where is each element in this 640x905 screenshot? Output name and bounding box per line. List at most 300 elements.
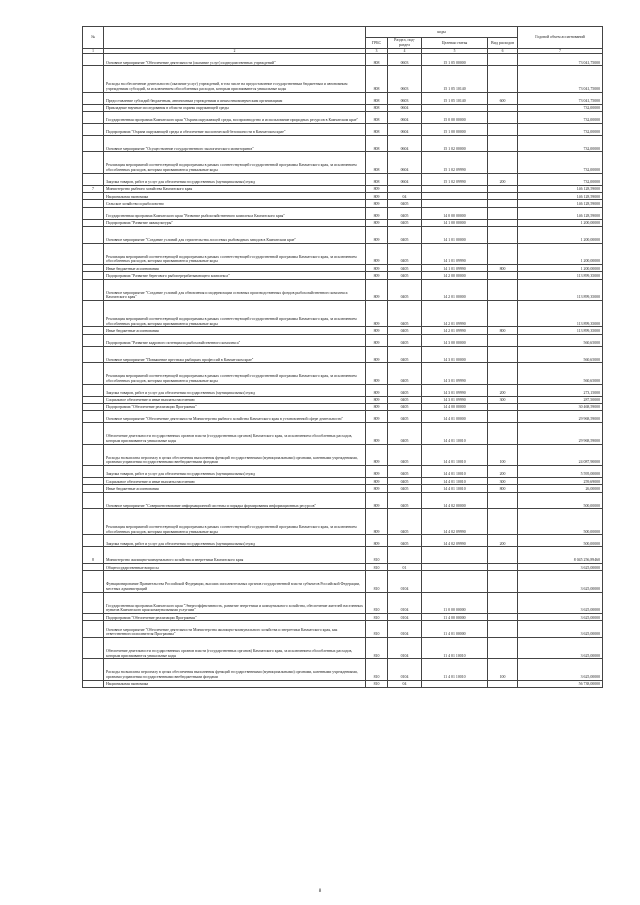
row-name: Подпрограмма "Развитие аквакультуры" bbox=[104, 219, 366, 226]
row-target-item-code: 14 1 00 00000 bbox=[422, 219, 488, 226]
row-target-item-code bbox=[422, 571, 488, 592]
row-target-item-code: 14 2 00 00000 bbox=[422, 272, 488, 279]
column-index: 5 bbox=[422, 49, 488, 54]
row-name: Национальная экономика bbox=[104, 193, 366, 200]
row-annual-sum: 560,65000 bbox=[518, 334, 603, 346]
row-number bbox=[83, 444, 104, 465]
row-annual-sum: 3 625,00000 bbox=[518, 571, 603, 592]
row-target-item-code: 14 1 01 09990 bbox=[422, 243, 488, 264]
table-row bbox=[83, 301, 603, 327]
row-expense-type-code bbox=[488, 423, 518, 444]
row-section-code: 0405 bbox=[388, 272, 422, 279]
row-number bbox=[83, 403, 104, 410]
row-grbs-code: 810 bbox=[366, 592, 388, 613]
row-number bbox=[83, 152, 104, 173]
table-row bbox=[83, 111, 603, 123]
row-section-code: 0405 bbox=[388, 207, 422, 219]
row-grbs-code: 809 bbox=[366, 509, 388, 535]
row-section-code: 0405 bbox=[388, 403, 422, 410]
row-expense-type-code bbox=[488, 66, 518, 92]
row-annual-sum: 560,65000 bbox=[518, 363, 603, 384]
row-grbs-code: 809 bbox=[366, 465, 388, 477]
row-section-code: 0604 bbox=[388, 104, 422, 111]
row-section-code: 0604 bbox=[388, 152, 422, 173]
row-number bbox=[83, 509, 104, 535]
row-section-code: 0104 bbox=[388, 621, 422, 638]
row-expense-type-code bbox=[488, 638, 518, 659]
row-expense-type-code bbox=[488, 547, 518, 564]
row-number bbox=[83, 92, 104, 104]
row-expense-type-code: 800 bbox=[488, 327, 518, 334]
row-expense-type-code bbox=[488, 219, 518, 226]
table-row bbox=[83, 638, 603, 659]
row-expense-type-code: 100 bbox=[488, 444, 518, 465]
row-expense-type-code: 300 bbox=[488, 396, 518, 403]
row-name: Подпрограмма "Обеспечение реализации Программы" bbox=[104, 614, 366, 621]
row-target-item-code: 14 4 02 00000 bbox=[422, 492, 488, 509]
row-target-item-code: 14 3 01 09990 bbox=[422, 384, 488, 396]
row-expense-type-code bbox=[488, 621, 518, 638]
table-row bbox=[83, 411, 603, 423]
row-grbs-code: 809 bbox=[366, 403, 388, 410]
row-name: Социальное обеспечение и иные выплаты населению bbox=[104, 477, 366, 484]
row-expense-type-code bbox=[488, 301, 518, 327]
row-section-code: 0604 bbox=[388, 123, 422, 135]
column-index: 1 bbox=[83, 49, 104, 54]
row-annual-sum: 146 128,59000 bbox=[518, 207, 603, 219]
table-row bbox=[83, 207, 603, 219]
row-expense-type-code bbox=[488, 411, 518, 423]
row-grbs-code: 808 bbox=[366, 111, 388, 123]
row-target-item-code: 14 4 02 09990 bbox=[422, 535, 488, 547]
row-target-item-code: 14 4 02 09990 bbox=[422, 509, 488, 535]
row-section-code: 0405 bbox=[388, 423, 422, 444]
table-row bbox=[83, 123, 603, 135]
table-row bbox=[83, 135, 603, 152]
row-name: Закупка товаров, работ и услуг для обеспечения государственных (муниципальных) нужд bbox=[104, 465, 366, 477]
row-expense-type-code bbox=[488, 104, 518, 111]
table-row bbox=[83, 535, 603, 547]
row-grbs-code: 809 bbox=[366, 535, 388, 547]
header-codes-group: коды bbox=[366, 27, 518, 38]
row-number bbox=[83, 66, 104, 92]
row-annual-sum: 29 968,59000 bbox=[518, 423, 603, 444]
row-section-code: 0405 bbox=[388, 411, 422, 423]
row-expense-type-code bbox=[488, 334, 518, 346]
row-section-code bbox=[388, 547, 422, 564]
header-target-item: Целевая статья bbox=[422, 38, 488, 49]
row-section-code: 0405 bbox=[388, 396, 422, 403]
table-row bbox=[83, 327, 603, 334]
row-grbs-code: 809 bbox=[366, 423, 388, 444]
row-grbs-code: 810 bbox=[366, 564, 388, 571]
row-grbs-code: 808 bbox=[366, 152, 388, 173]
row-annual-sum: 30 468,59000 bbox=[518, 403, 603, 410]
row-section-code: 0405 bbox=[388, 219, 422, 226]
row-annual-sum: 500,00000 bbox=[518, 509, 603, 535]
row-name: Обеспечение деятельности государственных органов власти (государственных органов) Камчатского края, за исключением обособленных расходов, которым присваиваются уникальные коды bbox=[104, 423, 366, 444]
row-grbs-code: 808 bbox=[366, 54, 388, 66]
row-target-item-code: 15 1 05 10140 bbox=[422, 92, 488, 104]
row-section-code: 0604 bbox=[388, 173, 422, 185]
row-section-code: 04 bbox=[388, 680, 422, 687]
header-name bbox=[104, 27, 366, 49]
row-expense-type-code bbox=[488, 272, 518, 279]
row-annual-sum: 732,00000 bbox=[518, 111, 603, 123]
row-expense-type-code bbox=[488, 54, 518, 66]
row-grbs-code: 809 bbox=[366, 485, 388, 492]
row-target-item-code: 14 4 01 10010 bbox=[422, 477, 488, 484]
table-row bbox=[83, 152, 603, 173]
header-grbs: ГРБС bbox=[366, 38, 388, 49]
row-name: Министерство рыбного хозяйства Камчатского края bbox=[104, 185, 366, 192]
row-section-code: 0405 bbox=[388, 334, 422, 346]
table-row bbox=[83, 54, 603, 66]
row-name: Государственная программа Камчатского края "Охрана окружающей среды, воспроизводство и использование природных ресурсов в Камчатском крае" bbox=[104, 111, 366, 123]
row-expense-type-code bbox=[488, 592, 518, 613]
row-number bbox=[83, 301, 104, 327]
header-expense-type: Вид расходов bbox=[488, 38, 518, 49]
row-grbs-code: 809 bbox=[366, 384, 388, 396]
row-target-item-code: 15 1 05 00000 bbox=[422, 54, 488, 66]
row-target-item-code: 11 4 01 00000 bbox=[422, 621, 488, 638]
row-target-item-code bbox=[422, 564, 488, 571]
budget-table bbox=[82, 26, 603, 688]
header-section: Раздел, под-раздел bbox=[388, 38, 422, 49]
row-grbs-code: 809 bbox=[366, 411, 388, 423]
row-name: Реализация мероприятий соответствующей подпрограммы в рамках соответствующей государственной программы Камчатского края, за исключением обособленных расходов, которым присваиваются уникальные коды bbox=[104, 152, 366, 173]
row-section-code: 0405 bbox=[388, 243, 422, 264]
row-number: 8 bbox=[83, 547, 104, 564]
row-section-code: 0405 bbox=[388, 279, 422, 300]
row-section-code: 0405 bbox=[388, 327, 422, 334]
row-annual-sum: 3 625,00000 bbox=[518, 564, 603, 571]
row-expense-type-code: 100 bbox=[488, 659, 518, 680]
row-name: Иные бюджетные ассигнования bbox=[104, 265, 366, 272]
row-expense-type-code bbox=[488, 185, 518, 192]
row-annual-sum: 73 041,75000 bbox=[518, 54, 603, 66]
row-number bbox=[83, 135, 104, 152]
row-annual-sum: 732,00000 bbox=[518, 104, 603, 111]
row-number bbox=[83, 638, 104, 659]
table-row bbox=[83, 680, 603, 687]
row-expense-type-code bbox=[488, 403, 518, 410]
row-target-item-code: 15 1 02 09990 bbox=[422, 152, 488, 173]
row-expense-type-code bbox=[488, 152, 518, 173]
row-number bbox=[83, 571, 104, 592]
row-section-code: 04 bbox=[388, 193, 422, 200]
row-target-item-code bbox=[422, 193, 488, 200]
row-expense-type-code: 200 bbox=[488, 173, 518, 185]
row-target-item-code: 14 3 01 09990 bbox=[422, 396, 488, 403]
row-expense-type-code bbox=[488, 509, 518, 535]
row-expense-type-code bbox=[488, 571, 518, 592]
row-number bbox=[83, 614, 104, 621]
row-target-item-code: 15 1 02 09990 bbox=[422, 173, 488, 185]
row-grbs-code: 809 bbox=[366, 272, 388, 279]
table-row bbox=[83, 219, 603, 226]
row-number bbox=[83, 492, 104, 509]
row-number bbox=[83, 346, 104, 363]
row-annual-sum: 560,65000 bbox=[518, 346, 603, 363]
row-annual-sum: 287,50000 bbox=[518, 396, 603, 403]
row-annual-sum: 146 128,59000 bbox=[518, 200, 603, 207]
row-grbs-code: 809 bbox=[366, 193, 388, 200]
table-row bbox=[83, 465, 603, 477]
row-expense-type-code bbox=[488, 123, 518, 135]
column-index: 6 bbox=[488, 49, 518, 54]
row-number bbox=[83, 265, 104, 272]
row-grbs-code: 809 bbox=[366, 334, 388, 346]
row-grbs-code: 809 bbox=[366, 477, 388, 484]
row-name: Предоставление субсидий бюджетным, автономным учреждениям и иным некоммерческим организациям bbox=[104, 92, 366, 104]
row-annual-sum: 8 045 256,89460 bbox=[518, 547, 603, 564]
row-target-item-code: 14 2 01 09990 bbox=[422, 327, 488, 334]
row-name: Расходы на обеспечение деятельности (оказание услуг) учреждений, в том числе на предоставление государственным бюджетным и автономным учреждениям субсидий, за исключением обособленных расходов, которым присваиваются уникальные коды bbox=[104, 66, 366, 92]
row-number bbox=[83, 54, 104, 66]
row-name: Основное мероприятие "Совершенствование информационной системы и порядка формирования информационных ресурсов" bbox=[104, 492, 366, 509]
row-name: Основное мероприятие "Обеспечение деятельности Министерства рыбного хозяйства Камчатского края в установленной сфере деятельности" bbox=[104, 411, 366, 423]
row-grbs-code: 809 bbox=[366, 243, 388, 264]
row-expense-type-code bbox=[488, 135, 518, 152]
row-name: Национальная экономика bbox=[104, 680, 366, 687]
row-annual-sum: 146 128,59000 bbox=[518, 185, 603, 192]
row-section-code: 0405 bbox=[388, 227, 422, 244]
row-annual-sum: 26,00000 bbox=[518, 485, 603, 492]
row-name: Основное мероприятие "Обеспечение деятельности Министерства жилищно-коммунального хозяйства и энергетики Камчатского края, как ответственного исполнителя Программы" bbox=[104, 621, 366, 638]
row-grbs-code: 810 bbox=[366, 571, 388, 592]
row-grbs-code: 809 bbox=[366, 444, 388, 465]
row-grbs-code: 809 bbox=[366, 207, 388, 219]
row-section-code: 0603 bbox=[388, 54, 422, 66]
row-annual-sum: 24 087,90000 bbox=[518, 444, 603, 465]
row-expense-type-code bbox=[488, 227, 518, 244]
row-name: Закупка товаров, работ и услуг для обеспечения государственных (муниципальных) нужд bbox=[104, 535, 366, 547]
row-name: Обеспечение деятельности государственных органов власти (государственных органов) Камчатского края, за исключением обособленных расходов, которым присваиваются уникальные коды bbox=[104, 638, 366, 659]
row-name: Подпрограмма "Охрана окружающей среды и обеспечение экологической безопасности в Камчатском крае" bbox=[104, 123, 366, 135]
row-target-item-code: 14 4 01 10010 bbox=[422, 423, 488, 444]
table-row bbox=[83, 477, 603, 484]
row-target-item-code: 14 3 00 00000 bbox=[422, 334, 488, 346]
row-grbs-code: 808 bbox=[366, 123, 388, 135]
column-index: 2 bbox=[104, 49, 366, 54]
table-row bbox=[83, 104, 603, 111]
row-annual-sum: 1 200,00000 bbox=[518, 243, 603, 264]
row-number bbox=[83, 123, 104, 135]
table-row bbox=[83, 66, 603, 92]
row-target-item-code: 14 2 01 09990 bbox=[422, 301, 488, 327]
row-name: Министерство жилищно-коммунального хозяйства и энергетики Камчатского края bbox=[104, 547, 366, 564]
row-annual-sum: 73 041,75000 bbox=[518, 66, 603, 92]
row-name: Основное мероприятие "Создание условий для обновления и модернизации основных производственных фондов рыбохозяйственного комплекса Камчатского края" bbox=[104, 279, 366, 300]
row-name: Основное мероприятие "Создание условий для строительства лососевых рыбоводных заводов в Камчатском крае" bbox=[104, 227, 366, 244]
row-annual-sum: 113 899,35000 bbox=[518, 279, 603, 300]
row-annual-sum: 732,00000 bbox=[518, 152, 603, 173]
row-name: Государственная программа Камчатского края "Развитие рыбохозяйственного комплекса Камчатского края" bbox=[104, 207, 366, 219]
row-grbs-code: 809 bbox=[366, 492, 388, 509]
row-expense-type-code bbox=[488, 207, 518, 219]
row-grbs-code: 810 bbox=[366, 680, 388, 687]
row-expense-type-code bbox=[488, 492, 518, 509]
row-number bbox=[83, 411, 104, 423]
row-target-item-code bbox=[422, 104, 488, 111]
row-section-code: 0405 bbox=[388, 535, 422, 547]
table-row bbox=[83, 396, 603, 403]
row-name: Реализация мероприятий соответствующей подпрограммы в рамках соответствующей государственной программы Камчатского края, за исключением обособленных расходов, которым присваиваются уникальные коды bbox=[104, 301, 366, 327]
column-index: 4 bbox=[388, 49, 422, 54]
row-annual-sum: 1 200,00000 bbox=[518, 219, 603, 226]
row-section-code: 0405 bbox=[388, 509, 422, 535]
row-target-item-code: 11 0 00 00000 bbox=[422, 592, 488, 613]
table-row bbox=[83, 614, 603, 621]
row-number bbox=[83, 680, 104, 687]
table-header bbox=[83, 27, 603, 54]
table-row bbox=[83, 547, 603, 564]
table-row bbox=[83, 444, 603, 465]
row-name: Подпрограмма "Развитие кадрового потенциала рыбохозяйственного комплекса" bbox=[104, 334, 366, 346]
row-section-code bbox=[388, 185, 422, 192]
row-expense-type-code bbox=[488, 243, 518, 264]
row-target-item-code: 14 4 01 10010 bbox=[422, 485, 488, 492]
row-section-code: 01 bbox=[388, 564, 422, 571]
row-grbs-code: 810 bbox=[366, 638, 388, 659]
row-expense-type-code: 200 bbox=[488, 535, 518, 547]
row-number bbox=[83, 384, 104, 396]
row-name: Прикладные научные исследования в области охраны окружающей среды bbox=[104, 104, 366, 111]
row-annual-sum: 732,00000 bbox=[518, 123, 603, 135]
row-name: Расходы на выплаты персоналу в целях обеспечения выполнения функций государственными (муниципальными) органами, казенными учреждениями, органами управления государственными внебюджетными фондами bbox=[104, 444, 366, 465]
page-number: 8 bbox=[318, 889, 322, 894]
row-grbs-code: 809 bbox=[366, 200, 388, 207]
row-annual-sum: 3 625,00000 bbox=[518, 621, 603, 638]
row-number bbox=[83, 173, 104, 185]
table-row bbox=[83, 571, 603, 592]
row-number bbox=[83, 279, 104, 300]
row-section-code: 0405 bbox=[388, 384, 422, 396]
row-number bbox=[83, 111, 104, 123]
row-section-code: 0104 bbox=[388, 571, 422, 592]
row-expense-type-code bbox=[488, 614, 518, 621]
row-annual-sum: 113 899,35000 bbox=[518, 301, 603, 327]
row-section-code: 0405 bbox=[388, 346, 422, 363]
row-section-code: 0104 bbox=[388, 659, 422, 680]
row-expense-type-code bbox=[488, 363, 518, 384]
row-annual-sum: 1 200,00000 bbox=[518, 227, 603, 244]
row-target-item-code: 14 2 01 00000 bbox=[422, 279, 488, 300]
row-grbs-code: 809 bbox=[366, 363, 388, 384]
row-target-item-code bbox=[422, 185, 488, 192]
row-annual-sum: 5 595,00000 bbox=[518, 465, 603, 477]
table-row bbox=[83, 592, 603, 613]
row-name: Основное мероприятие "Обеспечение деятельности (оказание услуг) подведомственных учреждений" bbox=[104, 54, 366, 66]
row-number bbox=[83, 363, 104, 384]
header-annual-sum: Годовой объем ассигнований bbox=[518, 27, 603, 49]
row-section-code: 0603 bbox=[388, 66, 422, 92]
row-target-item-code bbox=[422, 547, 488, 564]
row-annual-sum: 1 200,00000 bbox=[518, 265, 603, 272]
row-expense-type-code: 800 bbox=[488, 485, 518, 492]
row-target-item-code: 14 1 01 00000 bbox=[422, 227, 488, 244]
row-section-code: 0405 bbox=[388, 265, 422, 272]
row-target-item-code bbox=[422, 680, 488, 687]
table-row bbox=[83, 509, 603, 535]
table-body bbox=[83, 54, 603, 688]
row-grbs-code: 810 bbox=[366, 614, 388, 621]
row-grbs-code: 808 bbox=[366, 92, 388, 104]
row-section-code: 0104 bbox=[388, 638, 422, 659]
row-name: Закупка товаров, работ и услуг для обеспечения государственных (муниципальных) нужд bbox=[104, 173, 366, 185]
row-target-item-code: 11 4 01 10010 bbox=[422, 638, 488, 659]
row-number bbox=[83, 621, 104, 638]
row-target-item-code: 14 3 01 09990 bbox=[422, 363, 488, 384]
table-row bbox=[83, 363, 603, 384]
row-grbs-code: 809 bbox=[366, 396, 388, 403]
row-target-item-code: 15 1 02 00000 bbox=[422, 135, 488, 152]
row-annual-sum: 259,69000 bbox=[518, 477, 603, 484]
row-number bbox=[83, 193, 104, 200]
row-section-code: 0405 bbox=[388, 444, 422, 465]
table-row bbox=[83, 384, 603, 396]
row-annual-sum: 732,00000 bbox=[518, 135, 603, 152]
row-section-code: 0603 bbox=[388, 92, 422, 104]
row-expense-type-code bbox=[488, 680, 518, 687]
row-target-item-code: 14 4 01 10010 bbox=[422, 465, 488, 477]
header-number: № bbox=[83, 27, 104, 49]
row-name: Социальное обеспечение и иные выплаты населению bbox=[104, 396, 366, 403]
row-grbs-code: 810 bbox=[366, 547, 388, 564]
row-target-item-code: 14 4 00 00000 bbox=[422, 403, 488, 410]
row-annual-sum: 29 968,59000 bbox=[518, 411, 603, 423]
row-name: Основное мероприятие "Осуществление государственного экологического мониторинга" bbox=[104, 135, 366, 152]
row-number bbox=[83, 465, 104, 477]
table-row bbox=[83, 621, 603, 638]
budget-document-page bbox=[82, 26, 602, 688]
table-row bbox=[83, 403, 603, 410]
row-target-item-code: 14 1 01 09990 bbox=[422, 265, 488, 272]
row-name: Иные бюджетные ассигнования bbox=[104, 327, 366, 334]
row-grbs-code: 809 bbox=[366, 279, 388, 300]
row-annual-sum: 500,00000 bbox=[518, 535, 603, 547]
row-grbs-code: 808 bbox=[366, 135, 388, 152]
row-number bbox=[83, 104, 104, 111]
row-grbs-code: 809 bbox=[366, 219, 388, 226]
row-name: Подпрограмма "Развитие берегового рыбоперерабатывающего комплекса" bbox=[104, 272, 366, 279]
row-expense-type-code bbox=[488, 111, 518, 123]
row-number bbox=[83, 243, 104, 264]
row-number bbox=[83, 535, 104, 547]
row-annual-sum: 732,00000 bbox=[518, 173, 603, 185]
row-grbs-code: 809 bbox=[366, 227, 388, 244]
table-row bbox=[83, 346, 603, 363]
row-name: Основное мероприятие "Повышение престижа рыбацких профессий в Камчатском крае" bbox=[104, 346, 366, 363]
row-annual-sum: 3 625,00000 bbox=[518, 592, 603, 613]
row-grbs-code: 808 bbox=[366, 104, 388, 111]
row-number bbox=[83, 334, 104, 346]
row-number bbox=[83, 592, 104, 613]
row-grbs-code: 808 bbox=[366, 66, 388, 92]
table-row bbox=[83, 485, 603, 492]
row-section-code: 0405 bbox=[388, 485, 422, 492]
row-number bbox=[83, 564, 104, 571]
row-section-code: 0104 bbox=[388, 614, 422, 621]
row-expense-type-code bbox=[488, 193, 518, 200]
row-grbs-code: 809 bbox=[366, 185, 388, 192]
row-target-item-code: 14 3 01 00000 bbox=[422, 346, 488, 363]
table-row bbox=[83, 173, 603, 185]
row-number bbox=[83, 423, 104, 444]
row-expense-type-code bbox=[488, 346, 518, 363]
row-section-code: 0104 bbox=[388, 592, 422, 613]
